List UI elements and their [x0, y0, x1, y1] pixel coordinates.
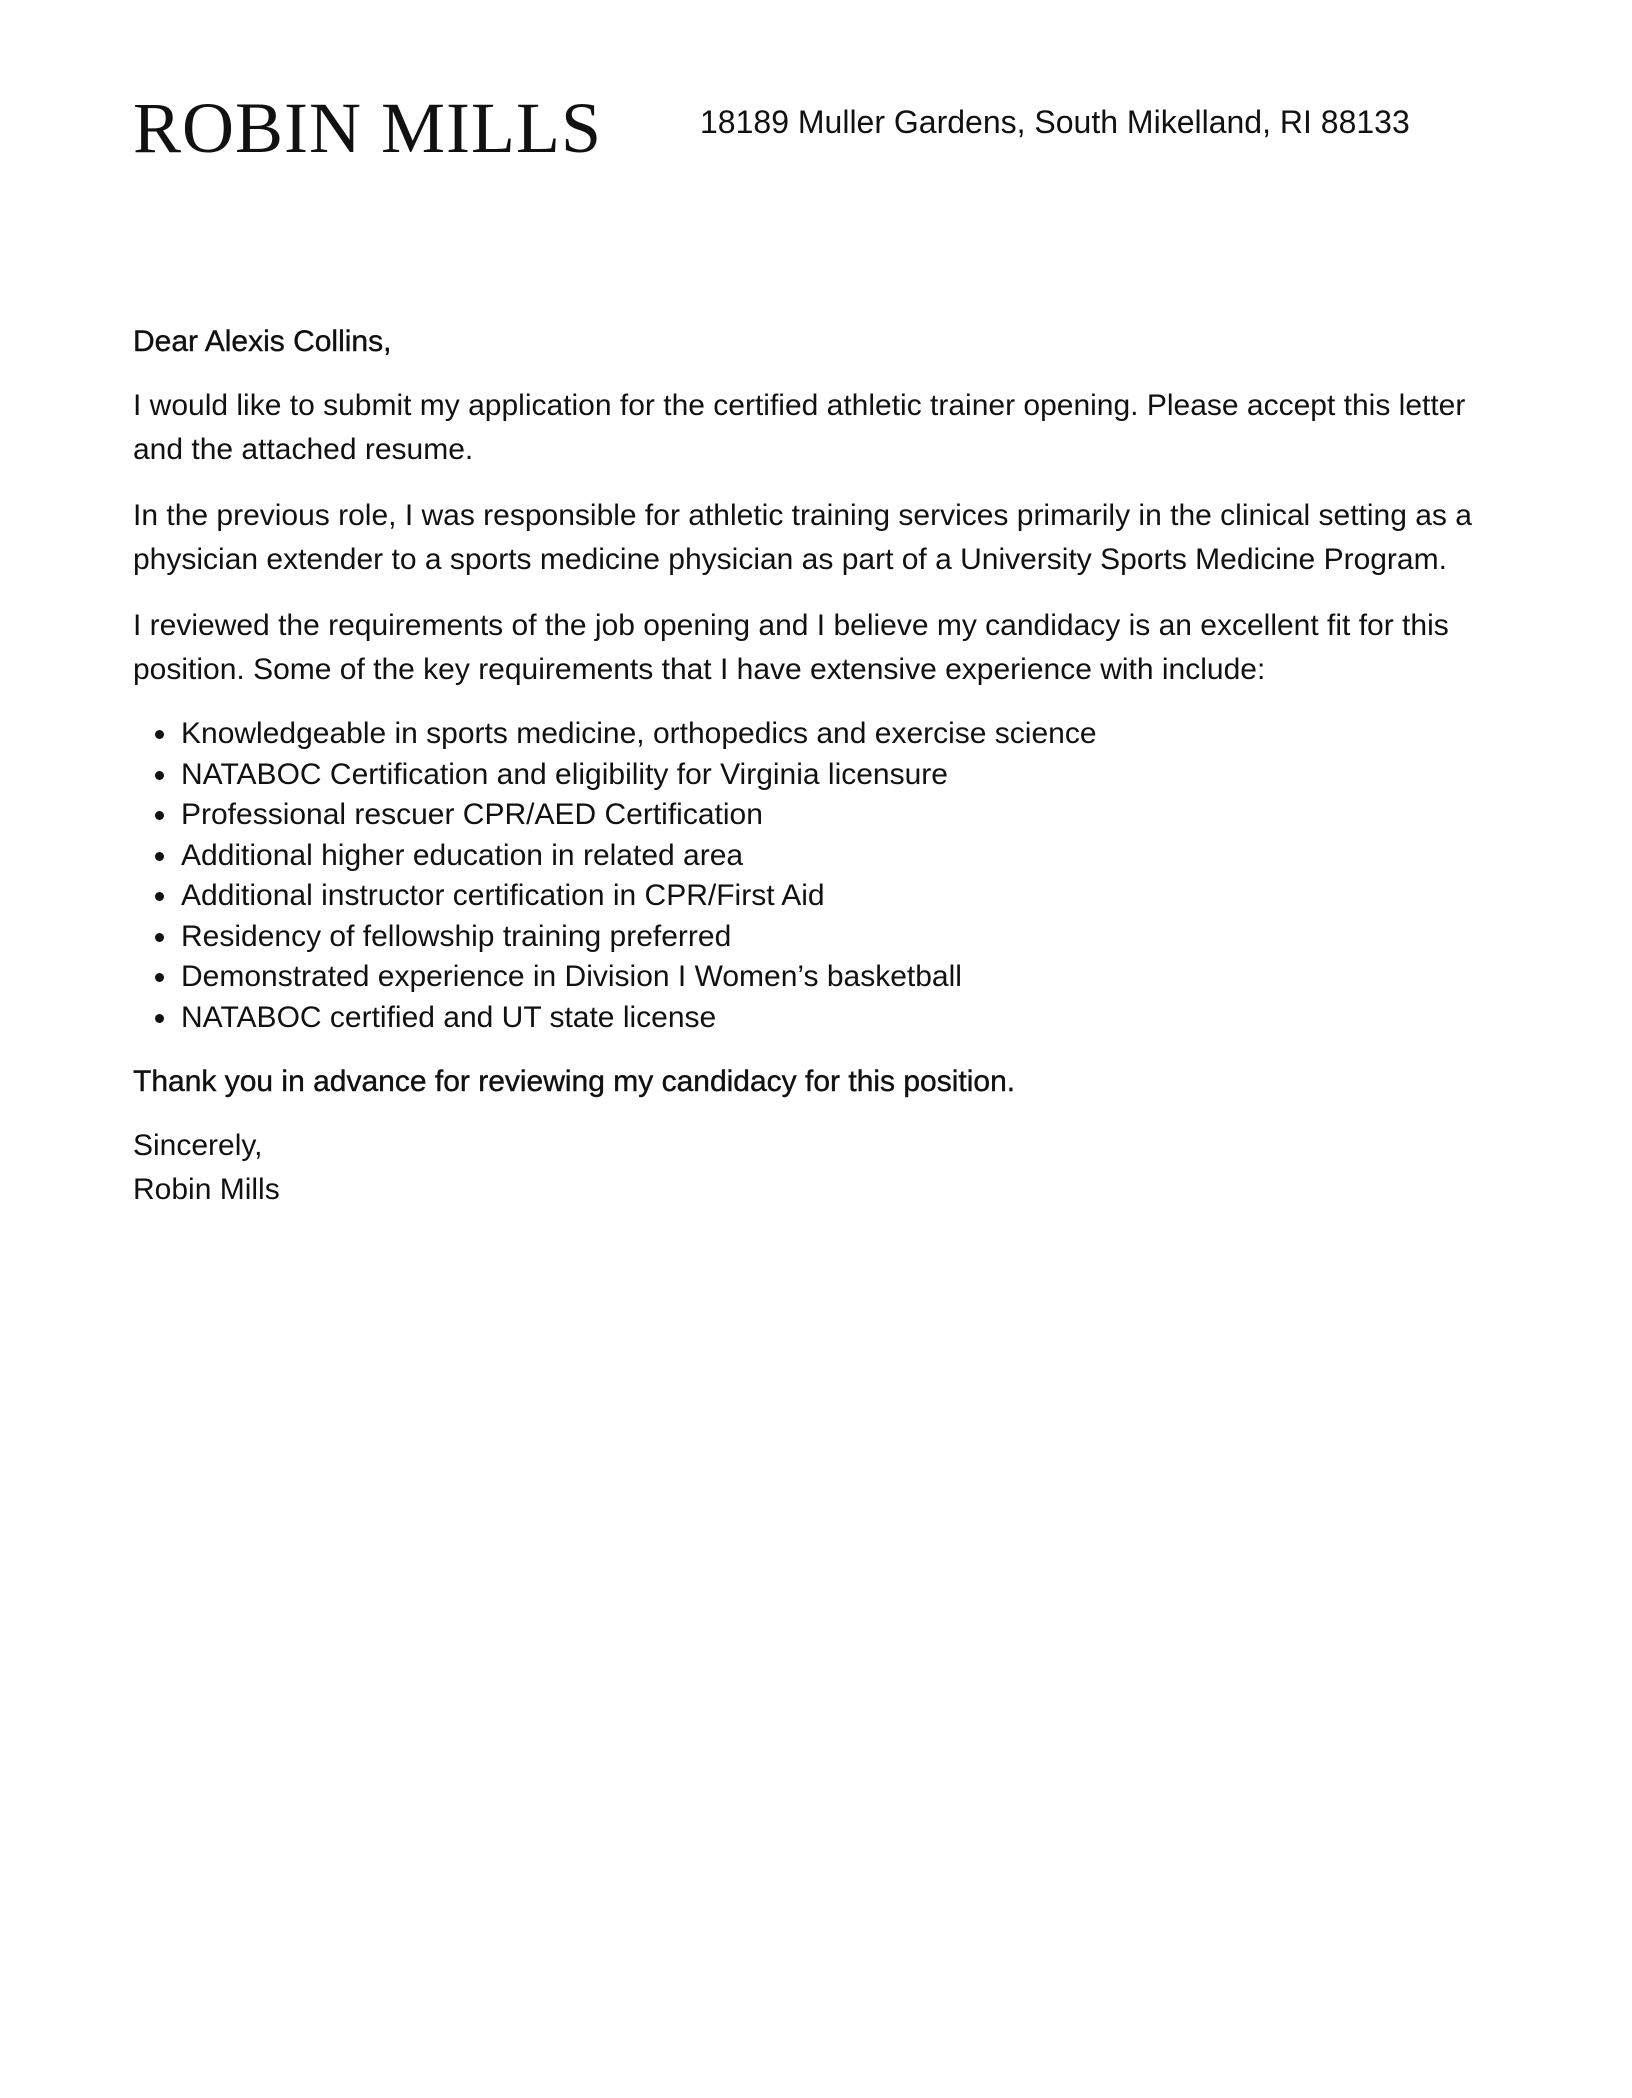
requirement-text: Additional higher education in related area [181, 838, 744, 872]
closing-block [133, 1124, 1473, 1212]
list-item [133, 876, 1473, 917]
list-item [133, 836, 1473, 877]
paragraph-previous-role: In the previous role, I was responsible for athletic training services primarily in the clinical setting as a physician extender to a sports medicine physician as part of a University Sports Medicine Program. [133, 499, 1472, 576]
letter-body [133, 320, 1473, 1212]
bullet-icon [155, 1014, 164, 1023]
list-item [133, 755, 1473, 796]
list-item [133, 917, 1473, 958]
bullet-icon [155, 852, 164, 861]
applicant-name: ROBIN MILLS [133, 88, 603, 168]
list-item [133, 998, 1473, 1039]
bullet-icon [155, 892, 164, 901]
closing-phrase: Sincerely, [133, 1129, 263, 1162]
requirement-text: Residency of fellowship training preferred [181, 919, 732, 953]
requirement-text: NATABOC certified and UT state license [181, 1000, 717, 1034]
thank-you-line: Thank you in advance for reviewing my candidacy for this position. [133, 1065, 1016, 1098]
requirement-text: Professional rescuer CPR/AED Certification [181, 798, 763, 831]
bullet-icon [155, 973, 164, 982]
signature-name: Robin Mills [133, 1173, 280, 1206]
letterhead [133, 88, 1453, 178]
requirement-text: Additional instructor certification in CPR/First Aid [181, 879, 825, 912]
salutation: Dear Alexis Collins, [133, 325, 392, 358]
requirements-list [133, 714, 1473, 1038]
requirement-text: Knowledgeable in sports medicine, orthopedics and exercise science [181, 717, 1097, 750]
requirement-text: Demonstrated experience in Division I Women’s basketball [181, 960, 962, 993]
bullet-icon [155, 771, 164, 780]
list-item [133, 957, 1473, 998]
list-item [133, 795, 1473, 836]
paragraph-intro: I would like to submit my application for the certified athletic trainer opening. Please accept this letter and the attached resume. [133, 389, 1466, 466]
list-item [133, 714, 1473, 755]
paragraph-requirements-intro: I reviewed the requirements of the job opening and I believe my candidacy is an excellent fit for this position. Some of the key requirements that I have extensive experience with include: [133, 609, 1449, 686]
applicant-address: 18189 Muller Gardens, South Mikelland, RI 88133 [700, 104, 1410, 140]
requirement-text: NATABOC Certification and eligibility for Virginia licensure [181, 757, 948, 791]
bullet-icon [155, 933, 164, 942]
bullet-icon [155, 730, 164, 739]
bullet-icon [155, 811, 164, 820]
